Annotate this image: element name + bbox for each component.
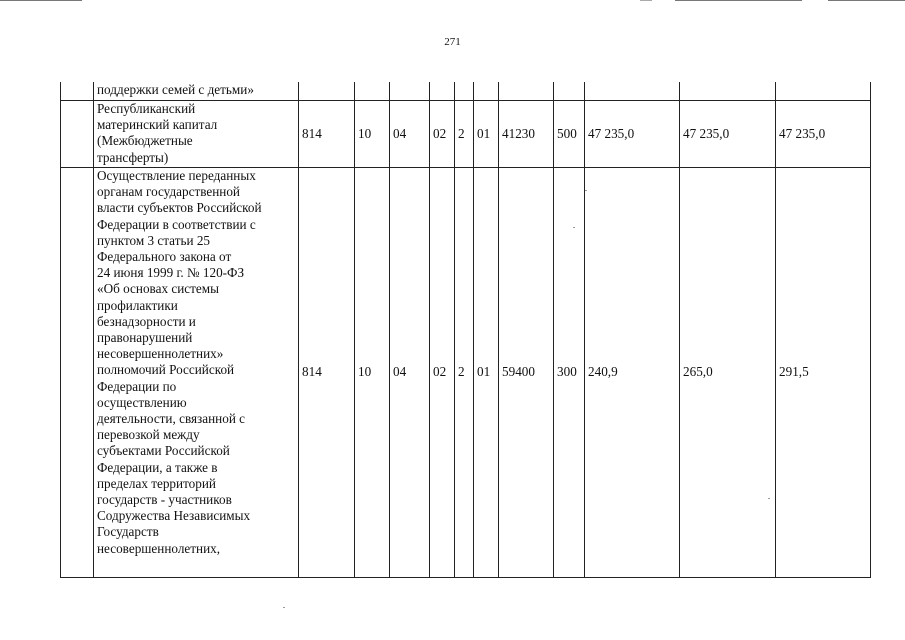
description-line: деятельности, связанной с [97,411,246,427]
description-line: несовершеннолетних, [97,540,221,556]
description-line: материнский капитал [97,117,218,133]
scan-edge-line-right2 [828,0,905,1]
section-cell: 10 [355,101,390,168]
description-line: пределах территорий [97,475,216,491]
scan-edge-line-right1 [675,0,802,1]
description-line: 24 июня 1999 г. № 120-ФЗ [97,265,245,281]
scan-speck [283,607,285,608]
table-row [61,168,871,578]
amount-year3-cell: 291,5 [776,168,871,578]
description-line: власти субъектов Российской [97,200,262,216]
description-line: органам государственной [97,184,240,200]
description-line: Федерации в соответствии с [97,216,256,232]
amount-year2-cell: 47 235,0 [680,101,776,168]
expense-type-cell: 300 [554,168,585,578]
row-number-cell [61,82,94,101]
scan-edge-line-mid [640,0,652,1]
program-cell: 02 [430,168,455,578]
program-cell: 02 [430,101,455,168]
direction-cell [499,82,554,101]
description-line: полномочий Российской [97,362,235,378]
direction-cell: 59400 [499,168,554,578]
description-line: Содружества Независимых [97,508,251,524]
description-line: Федерации, а также в [97,459,218,475]
description-line: государств - участников [97,492,232,508]
amount-year2-cell [680,82,776,101]
description-line: несовершеннолетних» [97,346,224,362]
description-line: Осуществление переданных [97,168,256,183]
description-line: осуществлению [97,394,187,410]
description-cell [94,101,299,168]
row-number-cell [61,101,94,168]
description-line: «Об основах системы [97,281,219,297]
description-line: пунктом 3 статьи 25 [97,232,211,248]
table-row [61,82,871,101]
description-line: профилактики [97,297,178,313]
main-activity-cell: 01 [474,168,499,578]
description-line: правонарушений [97,330,193,346]
main-activity-cell: 01 [474,101,499,168]
page-number: 271 [444,36,461,48]
subsection-cell [390,82,430,101]
subprogram-cell: 2 [455,101,474,168]
subprogram-cell: 2 [455,168,474,578]
expense-type-cell [554,82,585,101]
subsection-cell: 04 [390,101,430,168]
admin-code-cell: 814 [299,101,355,168]
subprogram-cell [455,82,474,101]
scan-speck [585,190,587,191]
table-row [61,101,871,168]
scan-edge-line-left [0,0,82,1]
amount-year2-cell: 265,0 [680,168,776,578]
program-cell [430,82,455,101]
row-number-cell [61,168,94,578]
description-line: поддержки семей с детьми» [97,82,254,97]
budget-table [60,82,871,578]
amount-year3-cell: 47 235,0 [776,101,871,168]
amount-year1-cell [585,82,680,101]
amount-year3-cell [776,82,871,101]
subsection-cell: 04 [390,168,430,578]
expense-type-cell: 500 [554,101,585,168]
scan-speck [768,498,770,499]
description-cell [94,82,299,101]
description-cell [94,168,299,578]
description-line: Республиканский [97,101,196,116]
description-line: субъектами Российской [97,443,230,459]
admin-code-cell: 814 [299,168,355,578]
description-line: перевозкой между [97,427,200,443]
direction-cell: 41230 [499,101,554,168]
main-activity-cell [474,82,499,101]
amount-year1-cell: 47 235,0 [585,101,680,168]
description-line: Государств [97,524,159,540]
admin-code-cell [299,82,355,101]
section-cell [355,82,390,101]
description-line: трансферты) [97,149,169,165]
scan-speck [573,227,575,228]
section-cell: 10 [355,168,390,578]
description-line: безнадзорности и [97,313,196,329]
description-line: (Межбюджетные [97,133,193,149]
amount-year1-cell: 240,9 [585,168,680,578]
description-line: Федерального закона от [97,249,232,265]
description-line: Федерации по [97,378,177,394]
